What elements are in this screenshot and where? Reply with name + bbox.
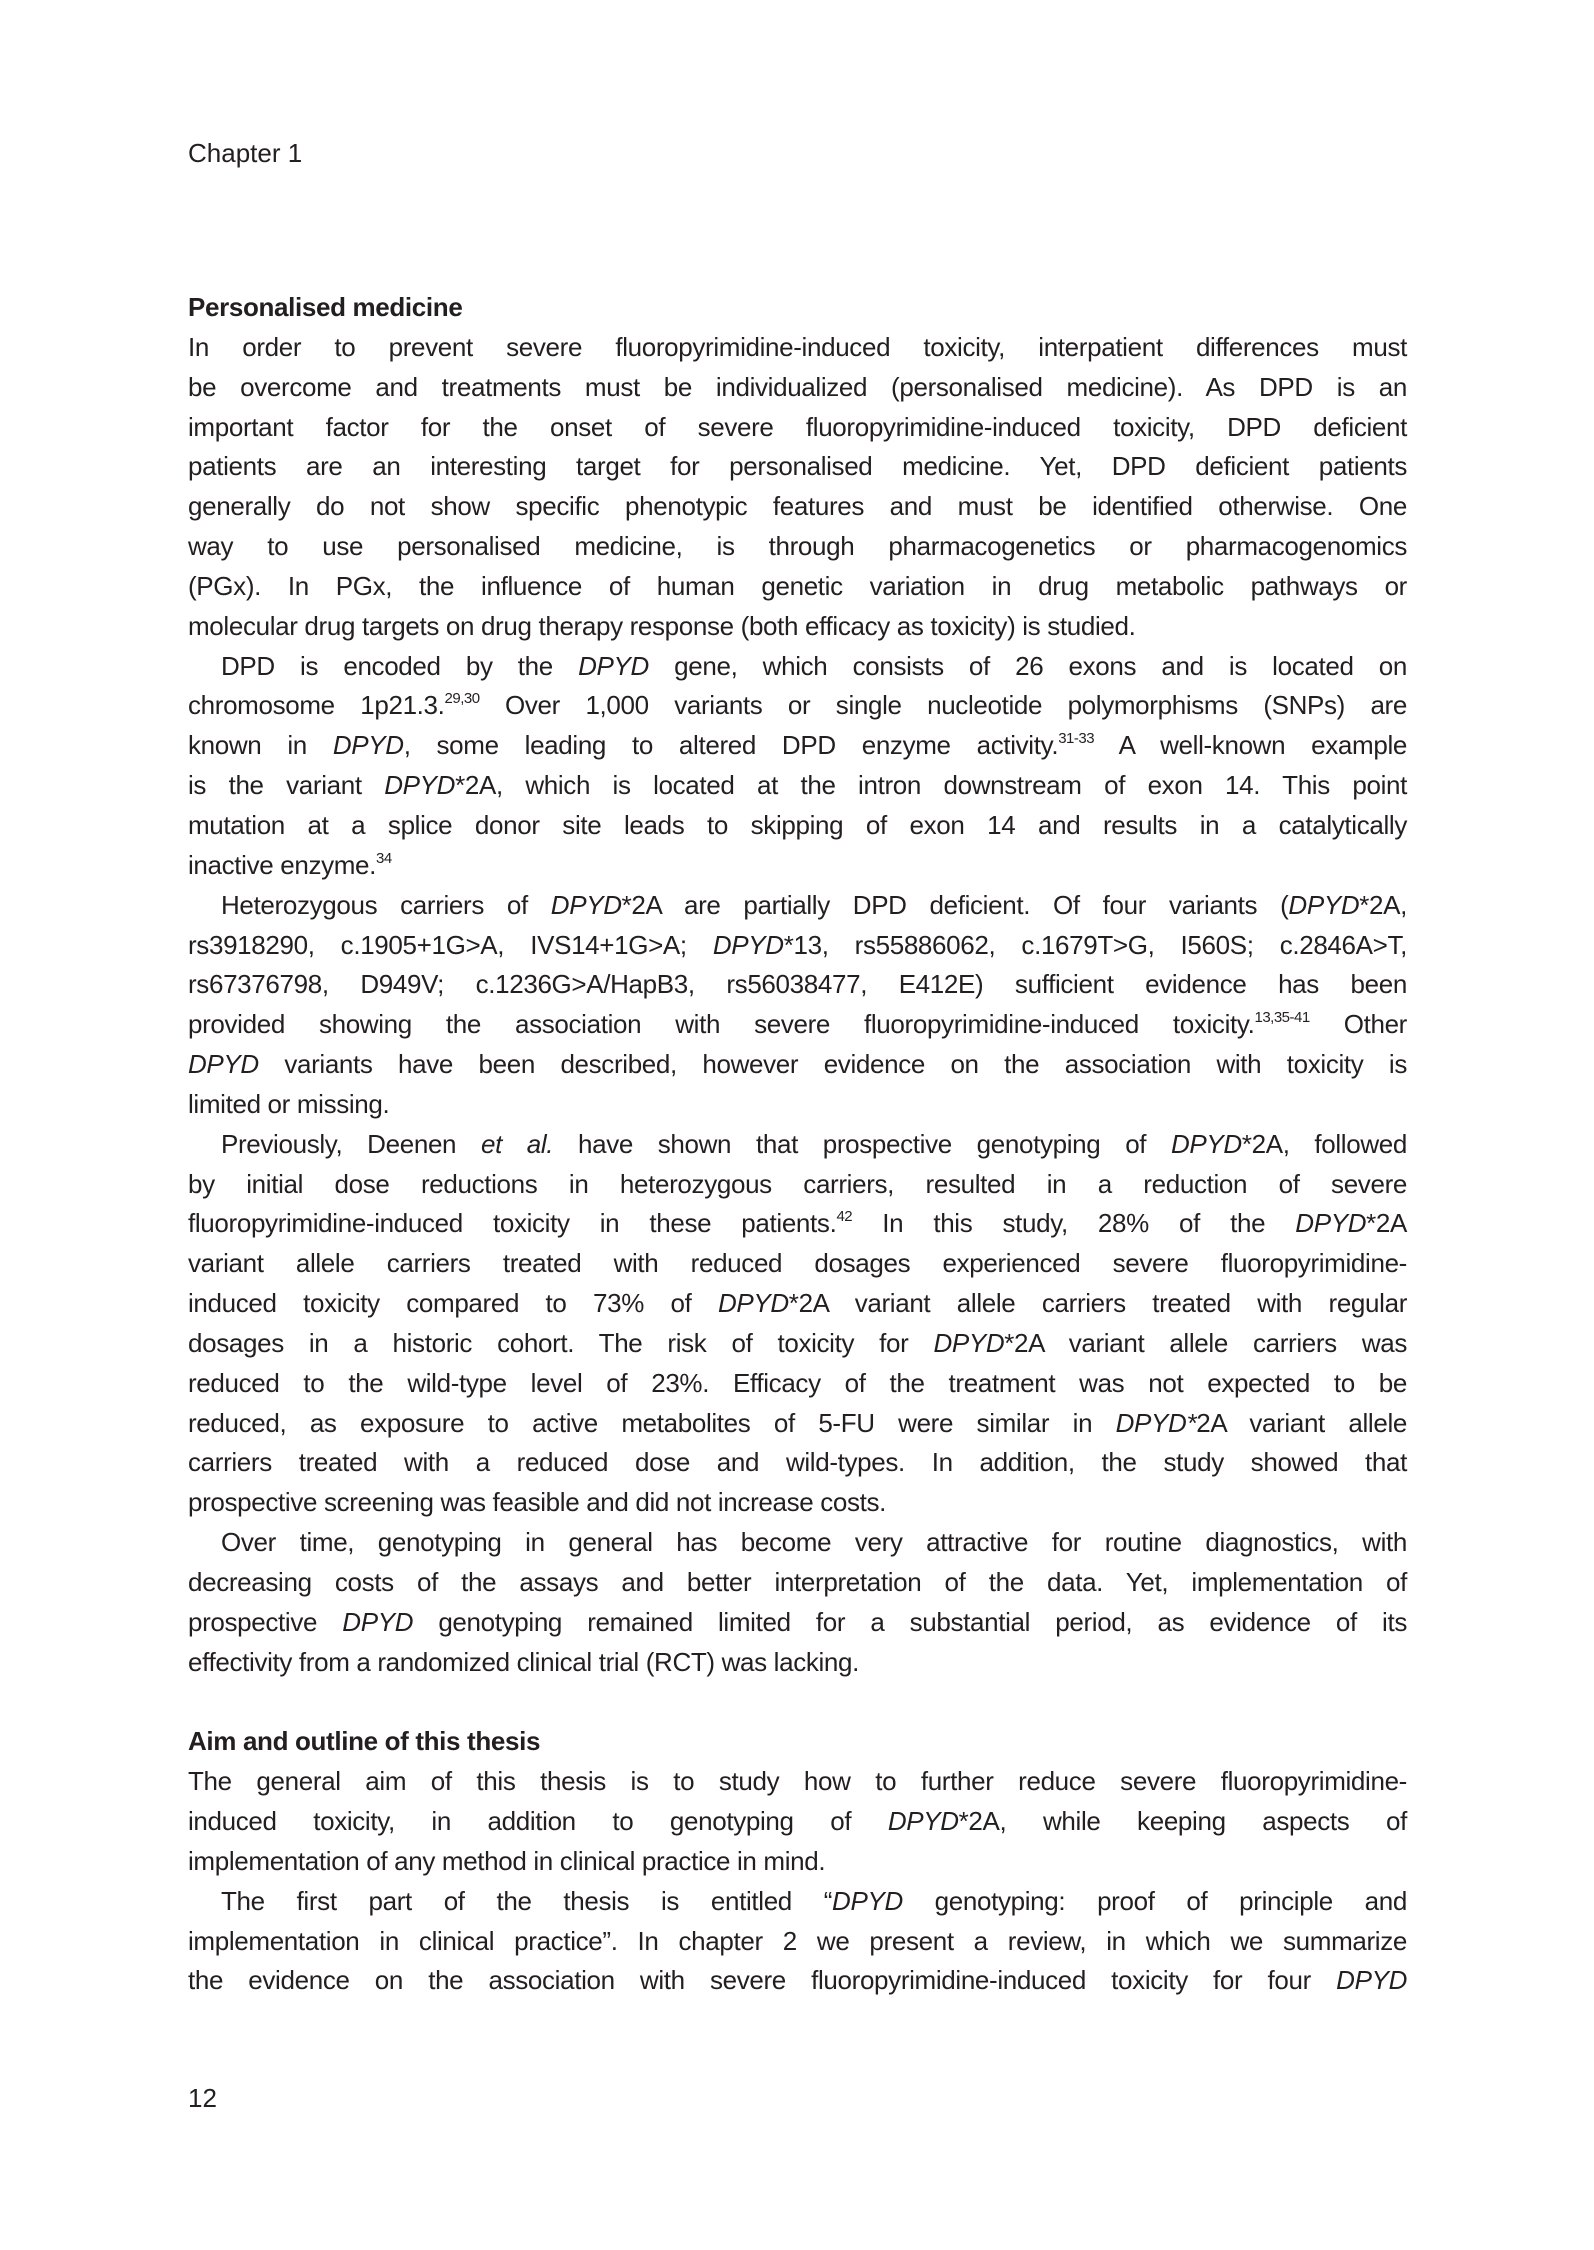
italic-term: DPYD: [1171, 1128, 1242, 1159]
text-line: fluoropyrimidine-induced toxicity in these patients.$^{42}$ In this study, 28% of the DPYD*2A: [188, 1208, 1408, 1239]
text-line: variant allele carriers treated with reduced dosages experienced severe fluoropyrimidine-: [188, 1248, 1407, 1279]
text-line: implementation in clinical practice”. In chapter 2 we present a review, in which we summarize: [188, 1925, 1407, 1956]
citation-superscript: 13,35-41: [1254, 1009, 1310, 1027]
paragraph: [188, 886, 1407, 1125]
text-line: induced toxicity, in addition to genotyping of DPYD*2A, while keeping aspects of: [188, 1806, 1407, 1837]
text-line: inactive enzyme.$^{34}$: [188, 849, 392, 880]
text-line: the evidence on the association with severe fluoropyrimidine-induced toxicity for four DPYD: [188, 1965, 1407, 1996]
text-line: DPD is encoded by the DPYD gene, which consists of 26 exons and is located on: [221, 650, 1407, 681]
text-line: is the variant DPYD*2A, which is located at the intron downstream of exon 14. This point: [188, 770, 1408, 801]
text-line: In order to prevent severe fluoropyrimidine-induced toxicity, interpatient differences must: [188, 331, 1407, 362]
text-line: carriers treated with a reduced dose and wild-types. In addition, the study showed that: [188, 1447, 1407, 1478]
text-line: provided showing the association with severe fluoropyrimidine-induced toxicity.$^{13,35-41}$ Other: [188, 1009, 1407, 1040]
italic-term: DPYD: [1336, 1965, 1407, 1996]
citation-superscript: 29,30: [444, 690, 480, 708]
text-line: way to use personalised medicine, is through pharmacogenetics or pharmacogenomics: [188, 531, 1407, 562]
text-line: decreasing costs of the assays and better interpretation of the data. Yet, implementation of: [188, 1567, 1407, 1597]
text-line: reduced to the wild-type level of 23%. Efficacy of the treatment was not expected to be: [188, 1367, 1407, 1398]
text-line: prospective screening was feasible and did not increase costs.: [188, 1487, 887, 1518]
text-line: important factor for the onset of severe fluoropyrimidine-induced toxicity, DPD deficient: [188, 411, 1407, 442]
paragraph: [188, 647, 1407, 886]
text-line: induced toxicity compared to 73% of DPYD*2A variant allele carriers treated with regular: [188, 1288, 1407, 1319]
paragraph: [188, 1125, 1407, 1523]
text-line: implementation of any method in clinical practice in mind.: [188, 1845, 826, 1876]
text-line: Over time, genotyping in general has become very attractive for routine diagnostics, with: [221, 1527, 1407, 1558]
page-number: 12: [188, 2083, 217, 2113]
italic-term: DPYD: [342, 1606, 414, 1637]
paragraph: [188, 328, 1407, 647]
italic-term: DPYD: [1288, 889, 1360, 920]
paragraph: [188, 1762, 1407, 1882]
italic-term: et al.: [480, 1128, 554, 1159]
italic-term: DPYD: [384, 770, 456, 801]
citation-superscript: 31-33: [1058, 730, 1095, 748]
text-line: rs3918290, c.1905+1G>A, IVS14+1G>A; DPYD*13, rs55886062, c.1679T>G, I560S; c.2846A>T,: [188, 929, 1408, 960]
text-line: DPYD variants have been described, however evidence on the association with toxicity is: [188, 1049, 1407, 1080]
text-line: generally do not show specific phenotypic features and must be identified otherwise. One: [188, 491, 1407, 522]
body-text: [188, 288, 1407, 2001]
text-line: The first part of the thesis is entitled “DPYD genotyping: proof of principle and: [221, 1885, 1407, 1916]
text-line: chromosome 1p21.3.$^{29,30}$ Over 1,000 variants or single nucleotide polymorphisms (SNPs) are: [188, 690, 1407, 721]
citation-superscript: 34: [376, 849, 392, 867]
italic-term: DPYD*: [1115, 1407, 1197, 1438]
italic-term: DPYD: [832, 1885, 903, 1916]
text-line: dosages in a historic cohort. The risk of toxicity for DPYD*2A variant allele carriers was: [188, 1327, 1408, 1358]
text-line: known in DPYD, some leading to altered DPD enzyme activity.$^{31-33}$ A well-known example: [188, 730, 1407, 761]
italic-term: DPYD: [712, 929, 784, 960]
section-heading: Aim and outline of this thesis: [188, 1726, 541, 1757]
italic-term: DPYD: [188, 1049, 259, 1080]
text-line: prospective DPYD genotyping remained limited for a substantial period, as evidence of its: [188, 1606, 1407, 1637]
italic-term: DPYD: [717, 1288, 789, 1319]
text-line: be overcome and treatments must be individualized (personalised medicine). As DPD is an: [188, 371, 1407, 402]
paragraph: [188, 1882, 1407, 2002]
italic-term: DPYD: [332, 730, 404, 761]
text-line: reduced, as exposure to active metabolites of 5-FU were similar in DPYD*2A variant allele: [188, 1407, 1407, 1438]
text-line: mutation at a splice donor site leads to skipping of exon 14 and results in a catalytically: [188, 809, 1407, 840]
italic-term: DPYD: [578, 650, 649, 681]
italic-term: DPYD: [933, 1327, 1005, 1358]
section-heading: Personalised medicine: [188, 292, 463, 322]
text-line: molecular drug targets on drug therapy response (both efficacy as toxicity) is studied.: [188, 610, 1136, 641]
text-line: effectivity from a randomized clinical trial (RCT) was lacking.: [188, 1646, 860, 1677]
text-line: patients are an interesting target for personalised medicine. Yet, DPD deficient patients: [188, 451, 1407, 482]
text-line: limited or missing.: [188, 1088, 390, 1119]
italic-term: DPYD: [887, 1806, 959, 1837]
italic-term: DPYD: [550, 889, 622, 920]
text-line: rs67376798, D949V; c.1236G>A/HapB3, rs56038477, E412E) sufficient evidence has been: [188, 969, 1407, 1000]
paragraph: [188, 1523, 1407, 1682]
text-line: Previously, Deenen et al. have shown that prospective genotyping of DPYD*2A, followed: [221, 1128, 1407, 1159]
citation-superscript: 42: [836, 1208, 853, 1226]
running-head: Chapter 1: [188, 138, 303, 168]
text-line: The general aim of this thesis is to study how to further reduce severe fluoropyrimidine-: [188, 1766, 1407, 1797]
text-line: (PGx). In PGx, the influence of human genetic variation in drug metabolic pathways or: [188, 570, 1407, 601]
text-line: Heterozygous carriers of DPYD*2A are partially DPD deficient. Of four variants (DPYD*2A,: [221, 889, 1407, 920]
text-line: by initial dose reductions in heterozygous carriers, resulted in a reduction of severe: [188, 1168, 1407, 1199]
italic-term: DPYD: [1295, 1208, 1367, 1239]
